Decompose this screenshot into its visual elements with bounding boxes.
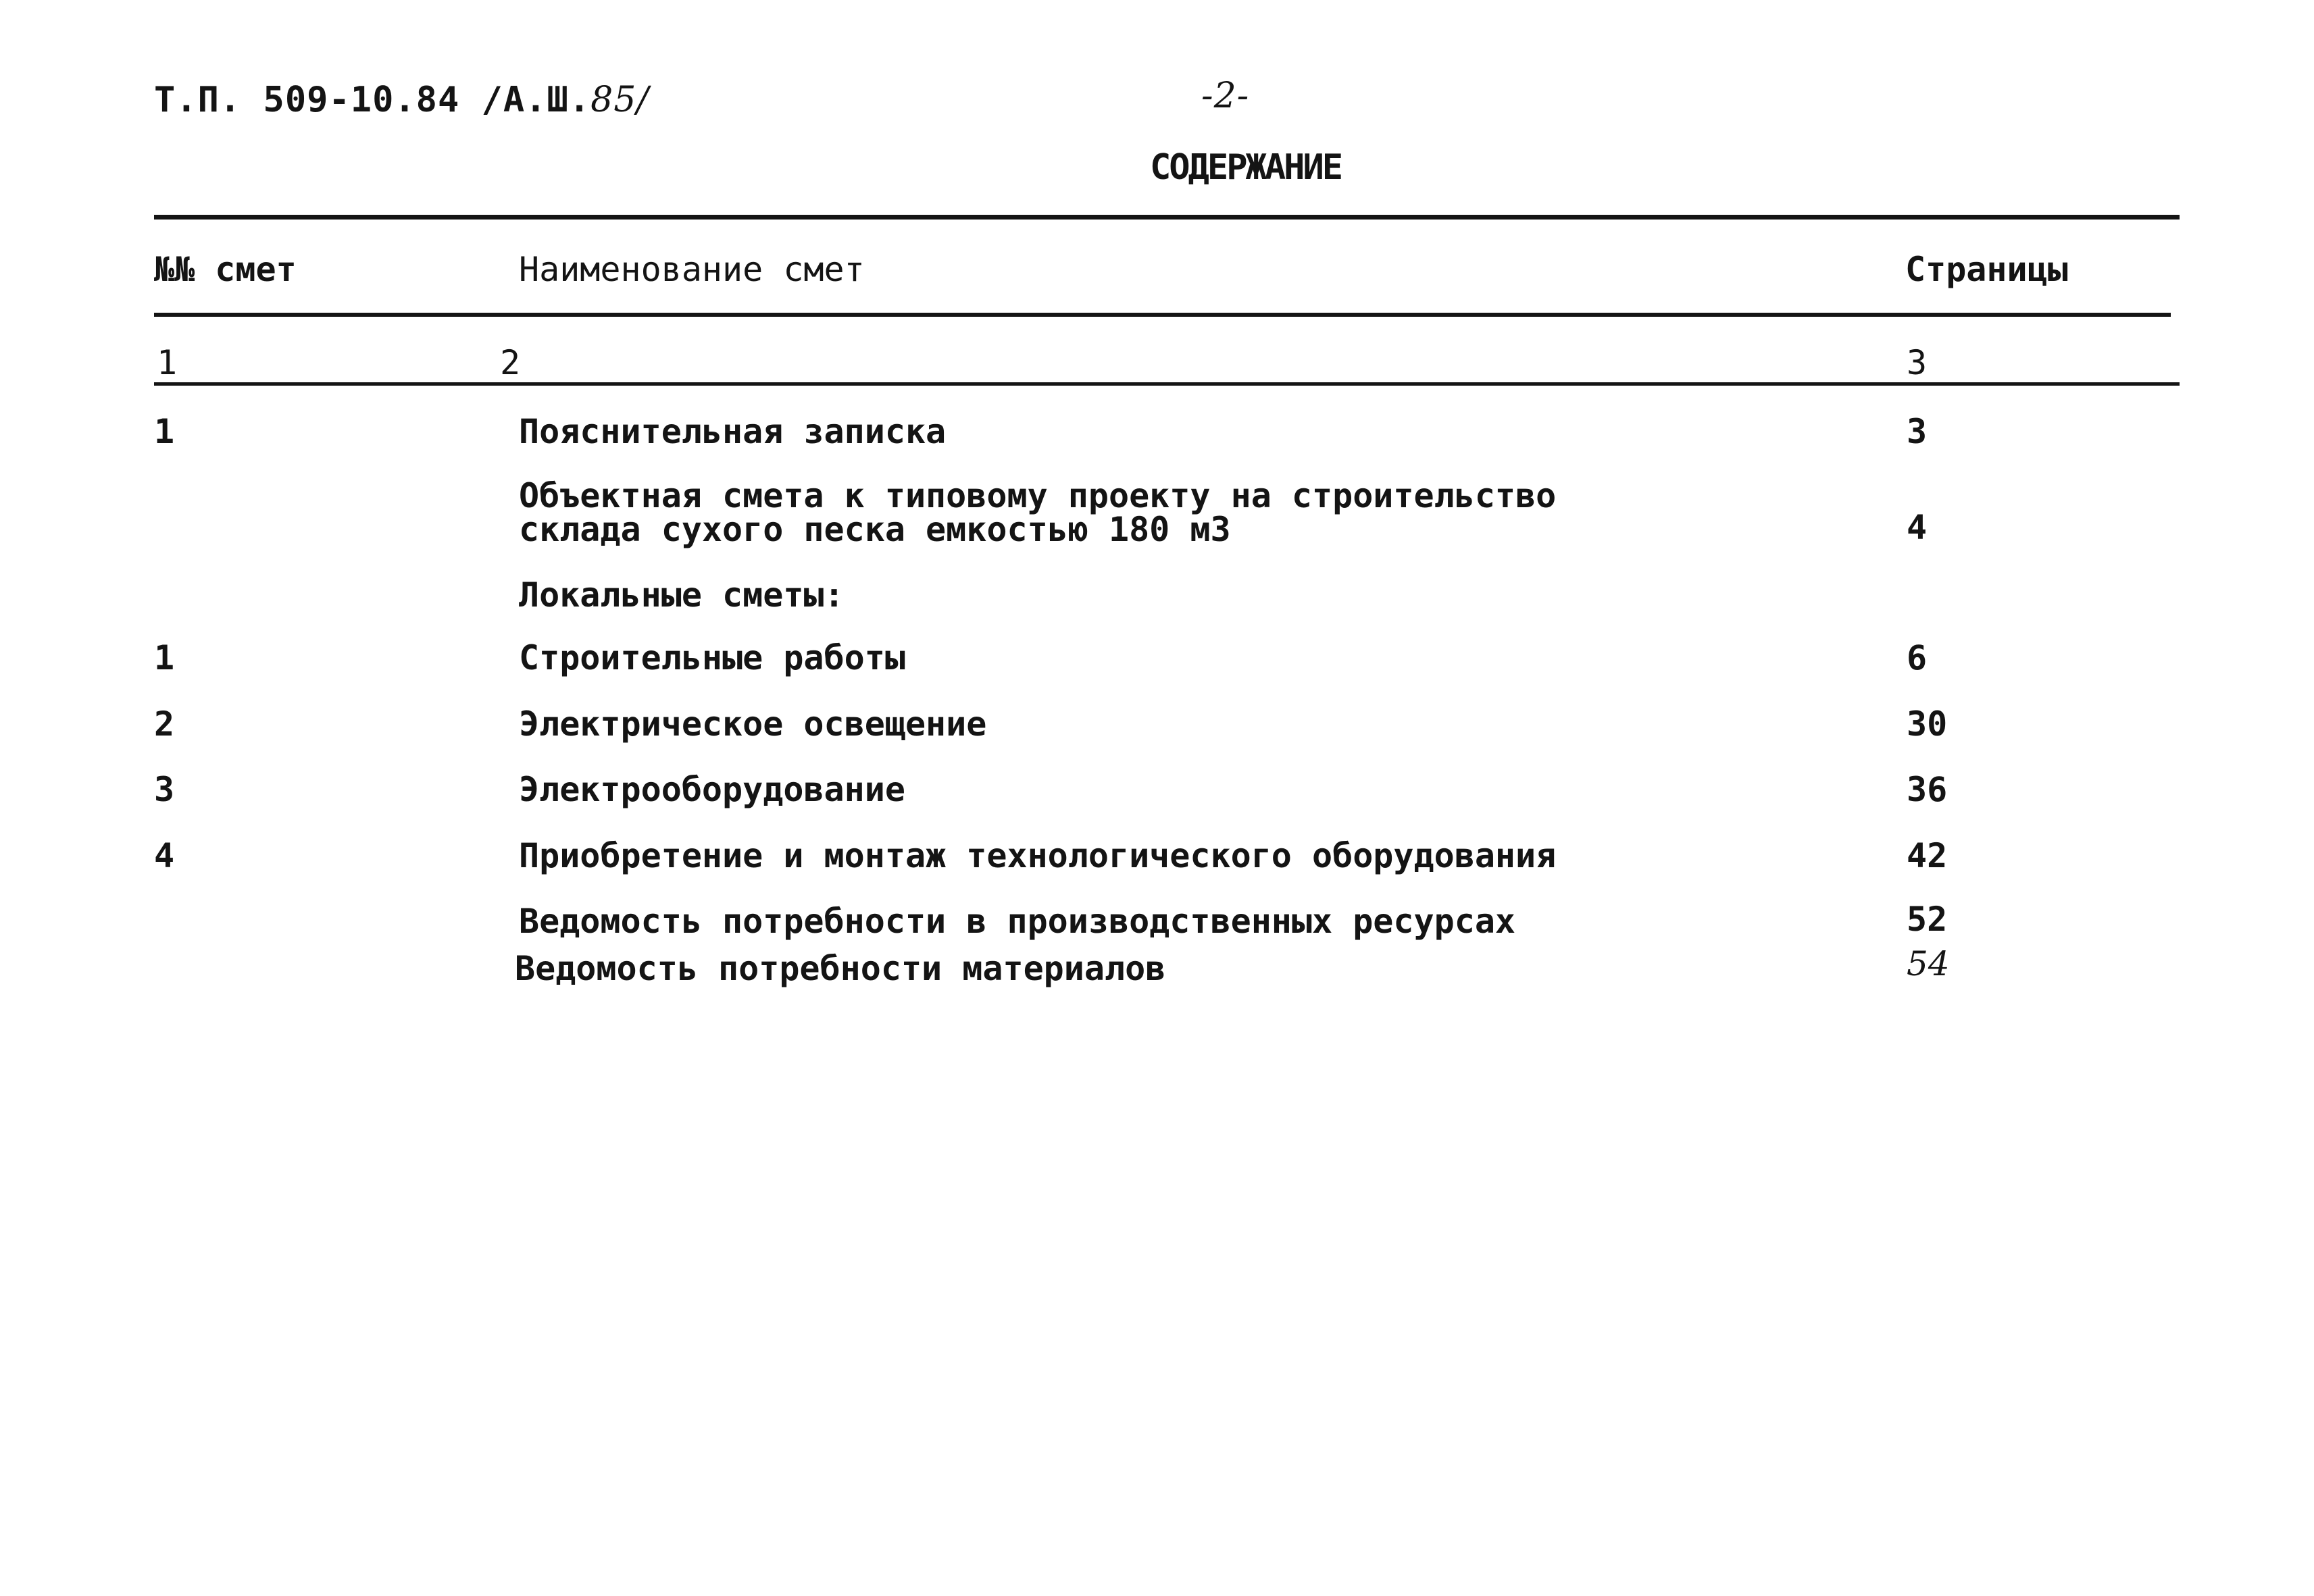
- row-page: 36: [1907, 770, 1948, 809]
- row-estimate-name: Пояснительная записка: [519, 412, 947, 451]
- document-code-text: Т.П. 509-10.84 /А.Ш.: [154, 80, 591, 120]
- row-page: 3: [1907, 412, 1928, 451]
- table-top-rule: [154, 215, 2180, 220]
- row-estimate-name: Ведомость потребности материалов: [515, 949, 1166, 988]
- row-page: 42: [1907, 836, 1948, 875]
- row-estimate-number: 1: [154, 412, 175, 451]
- row-estimate-number: 4: [154, 836, 175, 875]
- table-header-rule: [154, 313, 2171, 317]
- document-code: [154, 80, 649, 120]
- column-number-2: 2: [500, 343, 521, 382]
- row-estimate-name-line-1: Объектная смета к типовому проекту на строительство: [519, 476, 1557, 515]
- section-label: Локальные сметы:: [519, 575, 845, 615]
- row-estimate-number: 1: [154, 638, 175, 677]
- row-page: 6: [1907, 638, 1928, 677]
- page-number: -2-: [1201, 76, 1250, 116]
- page-title: СОДЕРЖАНИЕ: [1150, 147, 1342, 188]
- row-page: 52: [1907, 900, 1948, 939]
- column-header-estimate-name: Наименование смет: [519, 250, 865, 289]
- column-header-pages: Страницы: [1905, 250, 2068, 289]
- row-estimate-name: Приобретение и монтаж технологического оборудования: [519, 836, 1557, 875]
- column-number-1: 1: [157, 343, 178, 382]
- row-estimate-name: Строительные работы: [519, 638, 905, 677]
- document-year: 85/: [590, 80, 649, 120]
- row-page-handwritten: 54: [1907, 944, 1950, 983]
- column-header-estimate-number: №№ смет: [154, 250, 297, 289]
- row-estimate-number: 3: [154, 770, 175, 809]
- row-estimate-name-line-2: склада сухого песка емкостью 180 м3: [519, 510, 1231, 549]
- column-numbers-rule: [154, 382, 2180, 386]
- row-estimate-name: Электрическое освещение: [519, 704, 987, 744]
- row-estimate-name: Электрооборудование: [519, 770, 905, 809]
- row-page: 30: [1907, 704, 1948, 744]
- row-estimate-number: 2: [154, 704, 175, 744]
- row-page: 4: [1907, 508, 1928, 547]
- row-estimate-name: Ведомость потребности в производственных ресурсах: [519, 902, 1516, 941]
- column-number-3: 3: [1907, 343, 1928, 382]
